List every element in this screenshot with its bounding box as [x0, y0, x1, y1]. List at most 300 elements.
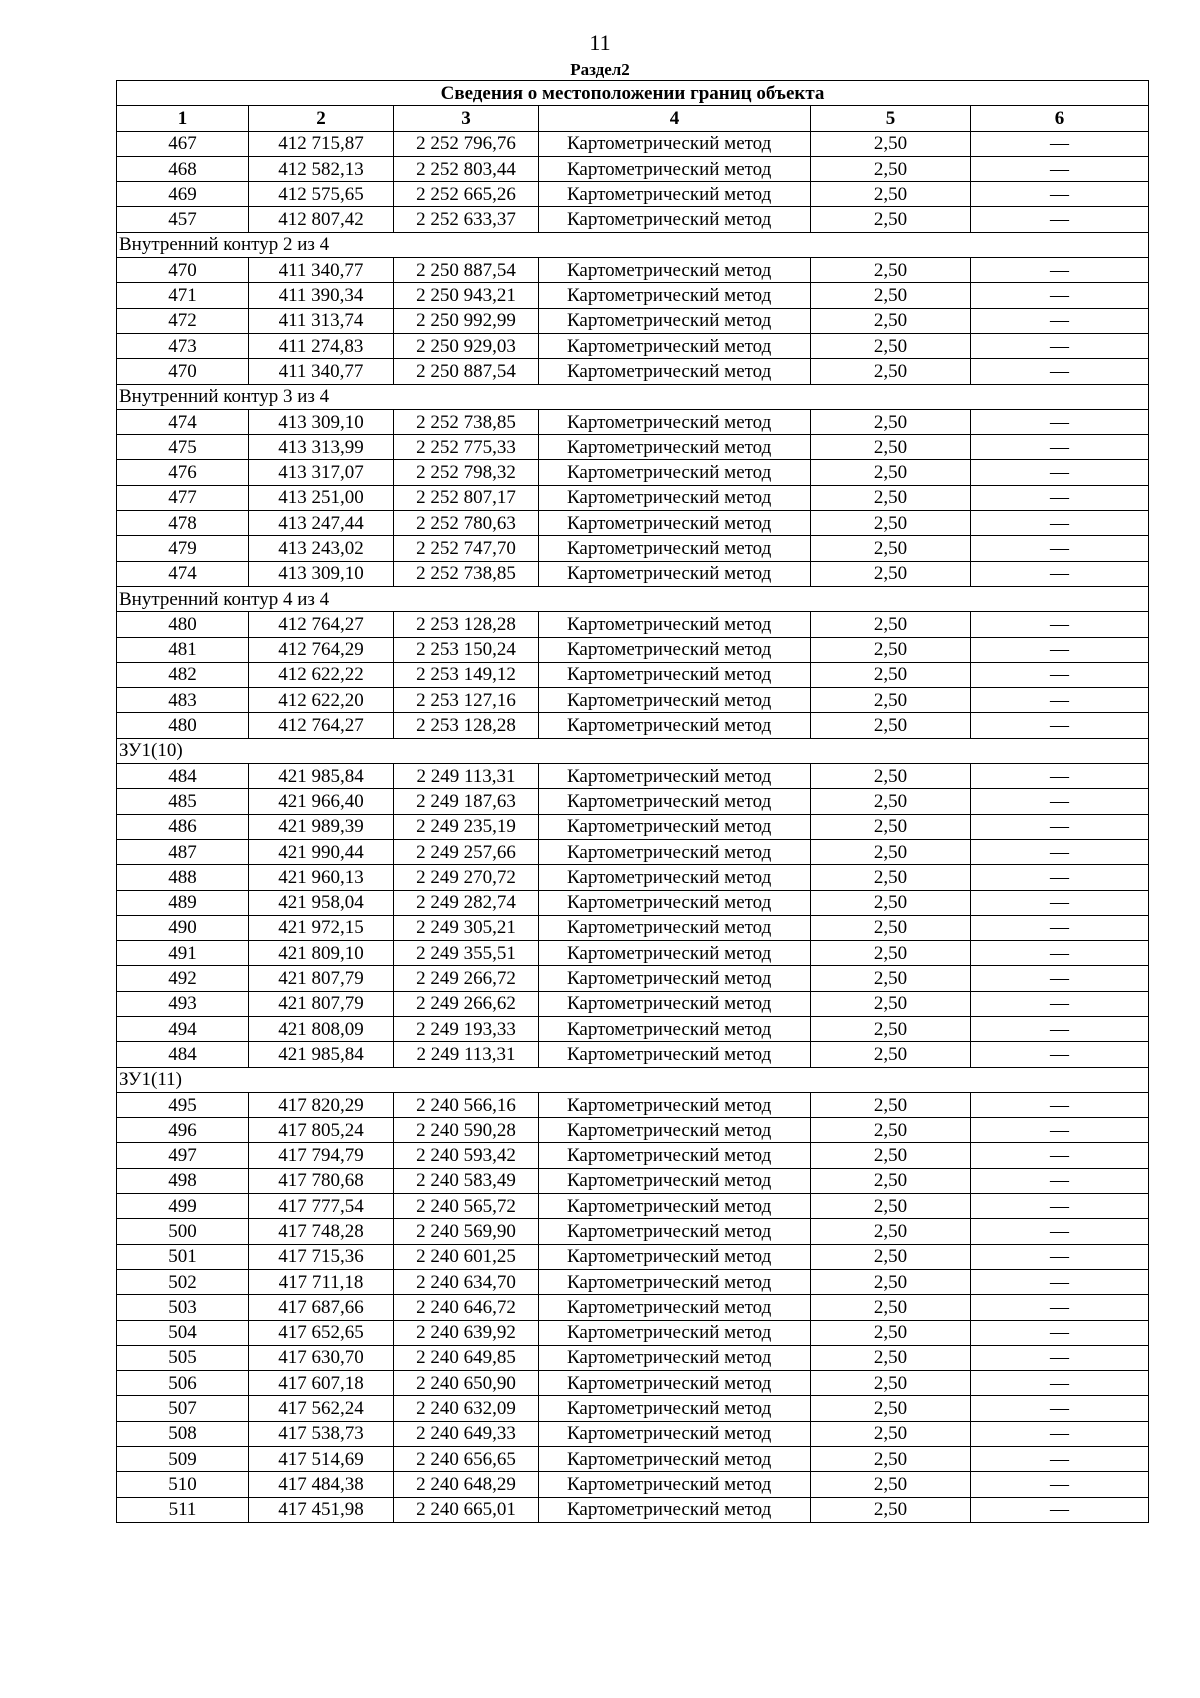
method-cell: Картометрический метод — [539, 1396, 811, 1421]
accuracy-cell: 2,50 — [811, 612, 971, 637]
accuracy-cell: 2,50 — [811, 1244, 971, 1269]
accuracy-cell: 2,50 — [811, 156, 971, 181]
description-cell: — — [971, 1295, 1149, 1320]
method-cell: Картометрический метод — [539, 612, 811, 637]
accuracy-cell: 2,50 — [811, 1143, 971, 1168]
accuracy-cell: 2,50 — [811, 359, 971, 384]
column-header: 6 — [971, 106, 1149, 131]
method-cell: Картометрический метод — [539, 308, 811, 333]
method-cell: Картометрический метод — [539, 1320, 811, 1345]
y-coordinate-cell: 2 249 270,72 — [394, 865, 539, 890]
y-coordinate-cell: 2 240 648,29 — [394, 1472, 539, 1497]
method-cell: Картометрический метод — [539, 789, 811, 814]
table-row — [117, 1143, 1149, 1168]
description-cell: — — [971, 1118, 1149, 1143]
description-cell: — — [971, 333, 1149, 358]
accuracy-cell: 2,50 — [811, 258, 971, 283]
y-coordinate-cell: 2 240 565,72 — [394, 1194, 539, 1219]
x-coordinate-cell: 412 764,29 — [249, 637, 394, 662]
table-row — [117, 1168, 1149, 1193]
y-coordinate-cell: 2 240 593,42 — [394, 1143, 539, 1168]
table-title: Сведения о местоположении границ объекта — [117, 81, 1149, 106]
point-number-cell: 497 — [117, 1143, 249, 1168]
accuracy-cell: 2,50 — [811, 283, 971, 308]
y-coordinate-cell: 2 240 566,16 — [394, 1092, 539, 1117]
y-coordinate-cell: 2 240 650,90 — [394, 1371, 539, 1396]
description-cell: — — [971, 435, 1149, 460]
description-cell: — — [971, 637, 1149, 662]
point-number-cell: 490 — [117, 915, 249, 940]
method-cell: Картометрический метод — [539, 814, 811, 839]
x-coordinate-cell: 417 514,69 — [249, 1447, 394, 1472]
x-coordinate-cell: 417 780,68 — [249, 1168, 394, 1193]
point-number-cell: 495 — [117, 1092, 249, 1117]
x-coordinate-cell: 417 630,70 — [249, 1345, 394, 1370]
method-cell: Картометрический метод — [539, 1244, 811, 1269]
accuracy-cell: 2,50 — [811, 991, 971, 1016]
method-cell: Картометрический метод — [539, 1269, 811, 1294]
accuracy-cell: 2,50 — [811, 1345, 971, 1370]
method-cell: Картометрический метод — [539, 131, 811, 156]
x-coordinate-cell: 413 317,07 — [249, 460, 394, 485]
description-cell: — — [971, 1219, 1149, 1244]
method-cell: Картометрический метод — [539, 258, 811, 283]
table-body — [117, 81, 1149, 1523]
point-number-cell: 501 — [117, 1244, 249, 1269]
accuracy-cell: 2,50 — [811, 511, 971, 536]
method-cell: Картометрический метод — [539, 1219, 811, 1244]
y-coordinate-cell: 2 252 738,85 — [394, 409, 539, 434]
x-coordinate-cell: 417 538,73 — [249, 1421, 394, 1446]
point-number-cell: 470 — [117, 359, 249, 384]
accuracy-cell: 2,50 — [811, 1396, 971, 1421]
method-cell: Картометрический метод — [539, 1143, 811, 1168]
table-row — [117, 485, 1149, 510]
table-row — [117, 612, 1149, 637]
accuracy-cell: 2,50 — [811, 890, 971, 915]
y-coordinate-cell: 2 240 601,25 — [394, 1244, 539, 1269]
point-number-cell: 504 — [117, 1320, 249, 1345]
method-cell: Картометрический метод — [539, 1168, 811, 1193]
accuracy-cell: 2,50 — [811, 1118, 971, 1143]
x-coordinate-cell: 417 777,54 — [249, 1194, 394, 1219]
accuracy-cell: 2,50 — [811, 662, 971, 687]
y-coordinate-cell: 2 240 665,01 — [394, 1497, 539, 1522]
method-cell: Картометрический метод — [539, 536, 811, 561]
method-cell: Картометрический метод — [539, 991, 811, 1016]
x-coordinate-cell: 417 715,36 — [249, 1244, 394, 1269]
y-coordinate-cell: 2 249 113,31 — [394, 764, 539, 789]
description-cell: — — [971, 789, 1149, 814]
description-cell: — — [971, 612, 1149, 637]
description-cell: — — [971, 941, 1149, 966]
table-row — [117, 511, 1149, 536]
description-cell: — — [971, 1168, 1149, 1193]
accuracy-cell: 2,50 — [811, 485, 971, 510]
x-coordinate-cell: 412 715,87 — [249, 131, 394, 156]
method-cell: Картометрический метод — [539, 409, 811, 434]
method-cell: Картометрический метод — [539, 688, 811, 713]
accuracy-cell: 2,50 — [811, 1472, 971, 1497]
accuracy-cell: 2,50 — [811, 688, 971, 713]
x-coordinate-cell: 421 972,15 — [249, 915, 394, 940]
table-row — [117, 1092, 1149, 1117]
y-coordinate-cell: 2 250 929,03 — [394, 333, 539, 358]
description-cell: — — [971, 1143, 1149, 1168]
method-cell: Картометрический метод — [539, 485, 811, 510]
point-number-cell: 509 — [117, 1447, 249, 1472]
x-coordinate-cell: 412 764,27 — [249, 713, 394, 738]
table-row — [117, 359, 1149, 384]
method-cell: Картометрический метод — [539, 359, 811, 384]
description-cell: — — [971, 764, 1149, 789]
point-number-cell: 494 — [117, 1016, 249, 1041]
accuracy-cell: 2,50 — [811, 839, 971, 864]
x-coordinate-cell: 421 807,79 — [249, 991, 394, 1016]
accuracy-cell: 2,50 — [811, 1497, 971, 1522]
point-number-cell: 493 — [117, 991, 249, 1016]
accuracy-cell: 2,50 — [811, 1092, 971, 1117]
table-row — [117, 915, 1149, 940]
accuracy-cell: 2,50 — [811, 713, 971, 738]
accuracy-cell: 2,50 — [811, 915, 971, 940]
y-coordinate-cell: 2 252 775,33 — [394, 435, 539, 460]
method-cell: Картометрический метод — [539, 764, 811, 789]
x-coordinate-cell: 421 985,84 — [249, 1042, 394, 1067]
point-number-cell: 508 — [117, 1421, 249, 1446]
description-cell: — — [971, 688, 1149, 713]
method-cell: Картометрический метод — [539, 156, 811, 181]
column-header: 4 — [539, 106, 811, 131]
table-row — [117, 814, 1149, 839]
table-row — [117, 966, 1149, 991]
method-cell: Картометрический метод — [539, 1421, 811, 1446]
table-row — [117, 1118, 1149, 1143]
column-header: 2 — [249, 106, 394, 131]
y-coordinate-cell: 2 252 633,37 — [394, 207, 539, 232]
table-row — [117, 1497, 1149, 1522]
y-coordinate-cell: 2 240 583,49 — [394, 1168, 539, 1193]
y-coordinate-cell: 2 252 747,70 — [394, 536, 539, 561]
description-cell: — — [971, 1371, 1149, 1396]
table-row — [117, 764, 1149, 789]
y-coordinate-cell: 2 252 803,44 — [394, 156, 539, 181]
y-coordinate-cell: 2 249 187,63 — [394, 789, 539, 814]
description-cell: — — [971, 131, 1149, 156]
point-number-cell: 483 — [117, 688, 249, 713]
table-row — [117, 637, 1149, 662]
contour-group-row — [117, 738, 1149, 763]
method-cell: Картометрический метод — [539, 865, 811, 890]
x-coordinate-cell: 421 985,84 — [249, 764, 394, 789]
point-number-cell: 484 — [117, 1042, 249, 1067]
contour-group-label: Внутренний контур 4 из 4 — [117, 586, 1149, 611]
y-coordinate-cell: 2 250 887,54 — [394, 258, 539, 283]
accuracy-cell: 2,50 — [811, 460, 971, 485]
x-coordinate-cell: 411 274,83 — [249, 333, 394, 358]
method-cell: Картометрический метод — [539, 839, 811, 864]
method-cell: Картометрический метод — [539, 662, 811, 687]
x-coordinate-cell: 421 808,09 — [249, 1016, 394, 1041]
y-coordinate-cell: 2 252 738,85 — [394, 561, 539, 586]
table-row — [117, 991, 1149, 1016]
point-number-cell: 506 — [117, 1371, 249, 1396]
x-coordinate-cell: 421 958,04 — [249, 890, 394, 915]
point-number-cell: 468 — [117, 156, 249, 181]
y-coordinate-cell: 2 252 665,26 — [394, 182, 539, 207]
method-cell: Картометрический метод — [539, 890, 811, 915]
table-row — [117, 1219, 1149, 1244]
accuracy-cell: 2,50 — [811, 1194, 971, 1219]
x-coordinate-cell: 417 711,18 — [249, 1269, 394, 1294]
accuracy-cell: 2,50 — [811, 333, 971, 358]
description-cell: — — [971, 966, 1149, 991]
accuracy-cell: 2,50 — [811, 1219, 971, 1244]
description-cell: — — [971, 485, 1149, 510]
description-cell: — — [971, 308, 1149, 333]
y-coordinate-cell: 2 253 127,16 — [394, 688, 539, 713]
point-number-cell: 477 — [117, 485, 249, 510]
y-coordinate-cell: 2 249 282,74 — [394, 890, 539, 915]
method-cell: Картометрический метод — [539, 1016, 811, 1041]
x-coordinate-cell: 421 989,39 — [249, 814, 394, 839]
method-cell: Картометрический метод — [539, 561, 811, 586]
y-coordinate-cell: 2 253 150,24 — [394, 637, 539, 662]
description-cell: — — [971, 1092, 1149, 1117]
y-coordinate-cell: 2 249 266,62 — [394, 991, 539, 1016]
point-number-cell: 485 — [117, 789, 249, 814]
point-number-cell: 500 — [117, 1219, 249, 1244]
method-cell: Картометрический метод — [539, 1194, 811, 1219]
point-number-cell: 488 — [117, 865, 249, 890]
x-coordinate-cell: 417 820,29 — [249, 1092, 394, 1117]
description-cell: — — [971, 1042, 1149, 1067]
accuracy-cell: 2,50 — [811, 131, 971, 156]
x-coordinate-cell: 417 562,24 — [249, 1396, 394, 1421]
point-number-cell: 496 — [117, 1118, 249, 1143]
table-row — [117, 258, 1149, 283]
accuracy-cell: 2,50 — [811, 1371, 971, 1396]
method-cell: Картометрический метод — [539, 1447, 811, 1472]
description-cell: — — [971, 1396, 1149, 1421]
x-coordinate-cell: 417 794,79 — [249, 1143, 394, 1168]
accuracy-cell: 2,50 — [811, 561, 971, 586]
y-coordinate-cell: 2 249 257,66 — [394, 839, 539, 864]
method-cell: Картометрический метод — [539, 511, 811, 536]
x-coordinate-cell: 411 340,77 — [249, 359, 394, 384]
y-coordinate-cell: 2 249 193,33 — [394, 1016, 539, 1041]
description-cell: — — [971, 1345, 1149, 1370]
y-coordinate-cell: 2 252 798,32 — [394, 460, 539, 485]
y-coordinate-cell: 2 249 355,51 — [394, 941, 539, 966]
accuracy-cell: 2,50 — [811, 435, 971, 460]
table-row — [117, 207, 1149, 232]
x-coordinate-cell: 411 340,77 — [249, 258, 394, 283]
table-row — [117, 1472, 1149, 1497]
table-row — [117, 789, 1149, 814]
y-coordinate-cell: 2 240 649,33 — [394, 1421, 539, 1446]
table-row — [117, 1320, 1149, 1345]
table-row — [117, 1396, 1149, 1421]
table-row — [117, 333, 1149, 358]
method-cell: Картометрический метод — [539, 1295, 811, 1320]
method-cell: Картометрический метод — [539, 435, 811, 460]
point-number-cell: 484 — [117, 764, 249, 789]
table-row — [117, 1345, 1149, 1370]
method-cell: Картометрический метод — [539, 713, 811, 738]
point-number-cell: 472 — [117, 308, 249, 333]
accuracy-cell: 2,50 — [811, 941, 971, 966]
method-cell: Картометрический метод — [539, 207, 811, 232]
table-row — [117, 156, 1149, 181]
table-row — [117, 561, 1149, 586]
point-number-cell: 498 — [117, 1168, 249, 1193]
method-cell: Картометрический метод — [539, 1497, 811, 1522]
accuracy-cell: 2,50 — [811, 966, 971, 991]
x-coordinate-cell: 411 313,74 — [249, 308, 394, 333]
x-coordinate-cell: 421 809,10 — [249, 941, 394, 966]
accuracy-cell: 2,50 — [811, 1042, 971, 1067]
section-label: Раздел2 — [570, 60, 630, 79]
method-cell: Картометрический метод — [539, 1042, 811, 1067]
x-coordinate-cell: 412 622,22 — [249, 662, 394, 687]
x-coordinate-cell: 412 582,13 — [249, 156, 394, 181]
accuracy-cell: 2,50 — [811, 1016, 971, 1041]
description-cell: — — [971, 814, 1149, 839]
x-coordinate-cell: 417 652,65 — [249, 1320, 394, 1345]
point-number-cell: 480 — [117, 612, 249, 637]
description-cell: — — [971, 1320, 1149, 1345]
x-coordinate-cell: 417 687,66 — [249, 1295, 394, 1320]
table-row — [117, 182, 1149, 207]
point-number-cell: 470 — [117, 258, 249, 283]
point-number-cell: 474 — [117, 409, 249, 434]
x-coordinate-cell: 417 607,18 — [249, 1371, 394, 1396]
table-row — [117, 1244, 1149, 1269]
description-cell: — — [971, 865, 1149, 890]
point-number-cell: 507 — [117, 1396, 249, 1421]
accuracy-cell: 2,50 — [811, 814, 971, 839]
table-title-row — [117, 81, 1149, 106]
description-cell: — — [971, 207, 1149, 232]
description-cell: — — [971, 915, 1149, 940]
point-number-cell: 511 — [117, 1497, 249, 1522]
y-coordinate-cell: 2 250 992,99 — [394, 308, 539, 333]
point-number-cell: 487 — [117, 839, 249, 864]
contour-group-label: Внутренний контур 3 из 4 — [117, 384, 1149, 409]
description-cell: — — [971, 283, 1149, 308]
x-coordinate-cell: 413 243,02 — [249, 536, 394, 561]
y-coordinate-cell: 2 252 807,17 — [394, 485, 539, 510]
table-row — [117, 865, 1149, 890]
accuracy-cell: 2,50 — [811, 409, 971, 434]
description-cell: — — [971, 409, 1149, 434]
point-number-cell: 502 — [117, 1269, 249, 1294]
point-number-cell: 457 — [117, 207, 249, 232]
point-number-cell: 469 — [117, 182, 249, 207]
method-cell: Картометрический метод — [539, 915, 811, 940]
y-coordinate-cell: 2 249 113,31 — [394, 1042, 539, 1067]
point-number-cell: 505 — [117, 1345, 249, 1370]
boundary-coordinates-table — [116, 80, 1149, 1523]
table-row — [117, 283, 1149, 308]
page-number: 11 — [589, 30, 611, 55]
point-number-cell: 486 — [117, 814, 249, 839]
accuracy-cell: 2,50 — [811, 789, 971, 814]
method-cell: Картометрический метод — [539, 1118, 811, 1143]
method-cell: Картометрический метод — [539, 283, 811, 308]
x-coordinate-cell: 412 622,20 — [249, 688, 394, 713]
accuracy-cell: 2,50 — [811, 1447, 971, 1472]
point-number-cell: 499 — [117, 1194, 249, 1219]
table-row — [117, 435, 1149, 460]
x-coordinate-cell: 412 807,42 — [249, 207, 394, 232]
table-row — [117, 662, 1149, 687]
point-number-cell: 491 — [117, 941, 249, 966]
column-header-row — [117, 106, 1149, 131]
method-cell: Картометрический метод — [539, 460, 811, 485]
table-row — [117, 1371, 1149, 1396]
x-coordinate-cell: 413 309,10 — [249, 409, 394, 434]
method-cell: Картометрический метод — [539, 637, 811, 662]
x-coordinate-cell: 411 390,34 — [249, 283, 394, 308]
table-row — [117, 1421, 1149, 1446]
description-cell: — — [971, 1497, 1149, 1522]
description-cell: — — [971, 258, 1149, 283]
y-coordinate-cell: 2 252 780,63 — [394, 511, 539, 536]
y-coordinate-cell: 2 252 796,76 — [394, 131, 539, 156]
method-cell: Картометрический метод — [539, 1092, 811, 1117]
y-coordinate-cell: 2 240 634,70 — [394, 1269, 539, 1294]
x-coordinate-cell: 421 990,44 — [249, 839, 394, 864]
x-coordinate-cell: 412 575,65 — [249, 182, 394, 207]
description-cell: — — [971, 536, 1149, 561]
point-number-cell: 478 — [117, 511, 249, 536]
table-row — [117, 941, 1149, 966]
accuracy-cell: 2,50 — [811, 1269, 971, 1294]
point-number-cell: 482 — [117, 662, 249, 687]
method-cell: Картометрический метод — [539, 966, 811, 991]
description-cell: — — [971, 662, 1149, 687]
x-coordinate-cell: 417 805,24 — [249, 1118, 394, 1143]
point-number-cell: 510 — [117, 1472, 249, 1497]
y-coordinate-cell: 2 250 943,21 — [394, 283, 539, 308]
y-coordinate-cell: 2 253 128,28 — [394, 713, 539, 738]
point-number-cell: 467 — [117, 131, 249, 156]
point-number-cell: 492 — [117, 966, 249, 991]
description-cell: — — [971, 890, 1149, 915]
y-coordinate-cell: 2 249 235,19 — [394, 814, 539, 839]
accuracy-cell: 2,50 — [811, 207, 971, 232]
y-coordinate-cell: 2 240 632,09 — [394, 1396, 539, 1421]
point-number-cell: 475 — [117, 435, 249, 460]
method-cell: Картометрический метод — [539, 1345, 811, 1370]
x-coordinate-cell: 417 484,38 — [249, 1472, 394, 1497]
description-cell: — — [971, 1421, 1149, 1446]
table-row — [117, 839, 1149, 864]
description-cell: — — [971, 1447, 1149, 1472]
column-header: 5 — [811, 106, 971, 131]
x-coordinate-cell: 417 748,28 — [249, 1219, 394, 1244]
table-row — [117, 688, 1149, 713]
table-row — [117, 1295, 1149, 1320]
y-coordinate-cell: 2 240 646,72 — [394, 1295, 539, 1320]
point-number-cell: 480 — [117, 713, 249, 738]
table-row — [117, 1194, 1149, 1219]
description-cell: — — [971, 713, 1149, 738]
table-row — [117, 1269, 1149, 1294]
description-cell: — — [971, 1194, 1149, 1219]
